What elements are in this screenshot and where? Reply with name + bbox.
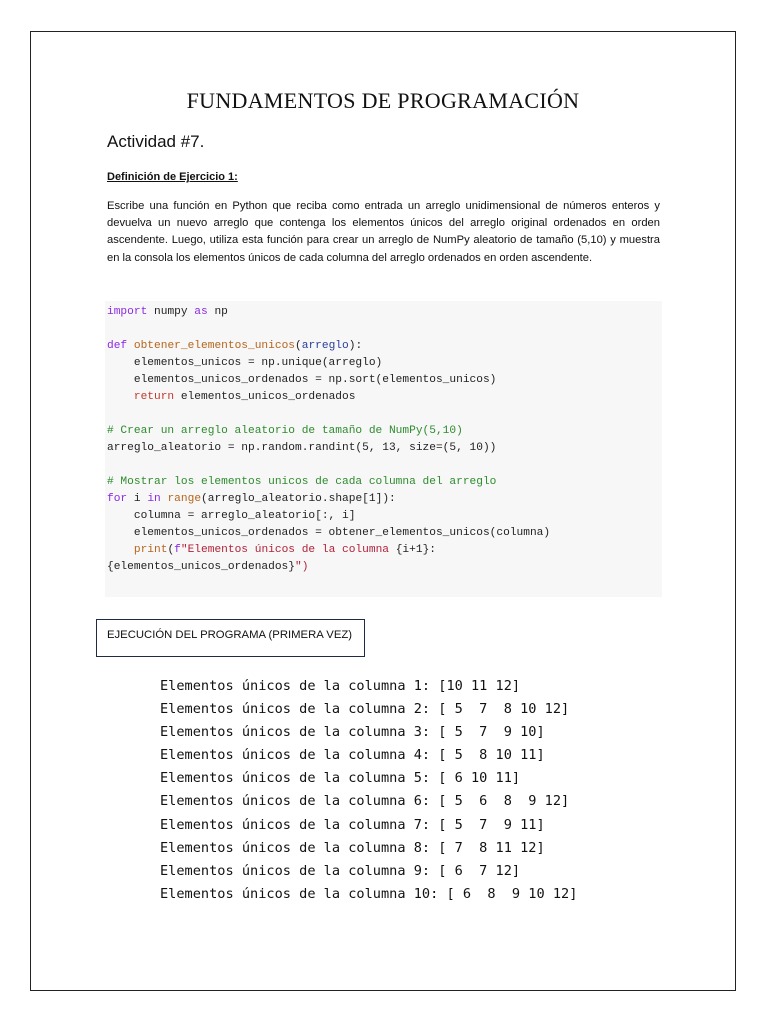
execution-label: EJECUCIÓN DEL PROGRAMA (PRIMERA VEZ) — [107, 629, 353, 641]
output-line: Elementos únicos de la columna 7: [ 5 7 9 11] — [160, 816, 545, 833]
code-line: {elementos_unicos_ordenados}") — [107, 561, 309, 573]
code-line: elementos_unicos_ordenados = np.sort(elementos_unicos) — [107, 374, 497, 386]
code-line: arreglo_aleatorio = np.random.randint(5, 13, size=(5, 10)) — [107, 442, 497, 454]
code-line: def obtener_elementos_unicos(arreglo): — [107, 340, 363, 352]
activity-heading: Actividad #7. — [107, 132, 205, 151]
output-line: Elementos únicos de la columna 5: [ 6 10 11] — [160, 770, 521, 787]
code-line: import numpy as np — [107, 306, 228, 318]
code-line: print(f"Elementos únicos de la columna {i+1}: — [133, 544, 437, 556]
code-block — [105, 301, 662, 597]
code-line: return elementos_unicos_ordenados — [133, 391, 356, 403]
code-line-blank — [107, 321, 662, 338]
output-line: Elementos únicos de la columna 10: [ 6 8 9 10 12] — [160, 885, 578, 902]
output-line: Elementos únicos de la columna 4: [ 5 8 10 11] — [160, 747, 545, 764]
output-line: Elementos únicos de la columna 9: [ 6 7 12] — [160, 862, 521, 879]
code-line-blank — [107, 406, 662, 423]
output-line: Elementos únicos de la columna 2: [ 5 7 8 10 12] — [160, 701, 570, 718]
code-line: columna = arreglo_aleatorio[:, i] — [107, 510, 356, 522]
exercise-heading: Definición de Ejercicio 1: — [107, 171, 238, 183]
exercise-description: Escribe una función en Python que reciba como entrada un arreglo unidimensional de números enteros y devuelva un nuevo arreglo que contenga los elementos únicos del arreglo original ordenados en orden ascendente. Luego, utiliza esta función para crear un arreglo de NumPy aleatorio de tamaño (5,10) y muestra en la consola los elementos únicos de cada columna del arreglo ordenados en orden ascendente. — [107, 200, 660, 264]
output-line: Elementos únicos de la columna 6: [ 5 6 8 9 12] — [160, 793, 570, 810]
code-line-blank — [107, 457, 662, 474]
code-line: elementos_unicos = np.unique(arreglo) — [107, 357, 383, 369]
output-line: Elementos únicos de la columna 1: [10 11 12] — [160, 678, 521, 694]
console-output — [160, 675, 577, 906]
document-title: FUNDAMENTOS DE PROGRAMACIÓN — [186, 88, 580, 113]
code-comment: # Mostrar los elementos unicos de cada columna del arreglo — [107, 476, 497, 488]
code-line: for i in range(arreglo_aleatorio.shape[1]): — [107, 493, 396, 505]
execution-label-box — [96, 619, 365, 657]
output-line: Elementos únicos de la columna 3: [ 5 7 9 10] — [160, 724, 545, 741]
output-line: Elementos únicos de la columna 8: [ 7 8 11 12] — [160, 839, 545, 856]
code-line: elementos_unicos_ordenados = obtener_elementos_unicos(columna) — [107, 527, 551, 539]
code-comment: # Crear un arreglo aleatorio de tamaño de NumPy(5,10) — [107, 425, 463, 437]
